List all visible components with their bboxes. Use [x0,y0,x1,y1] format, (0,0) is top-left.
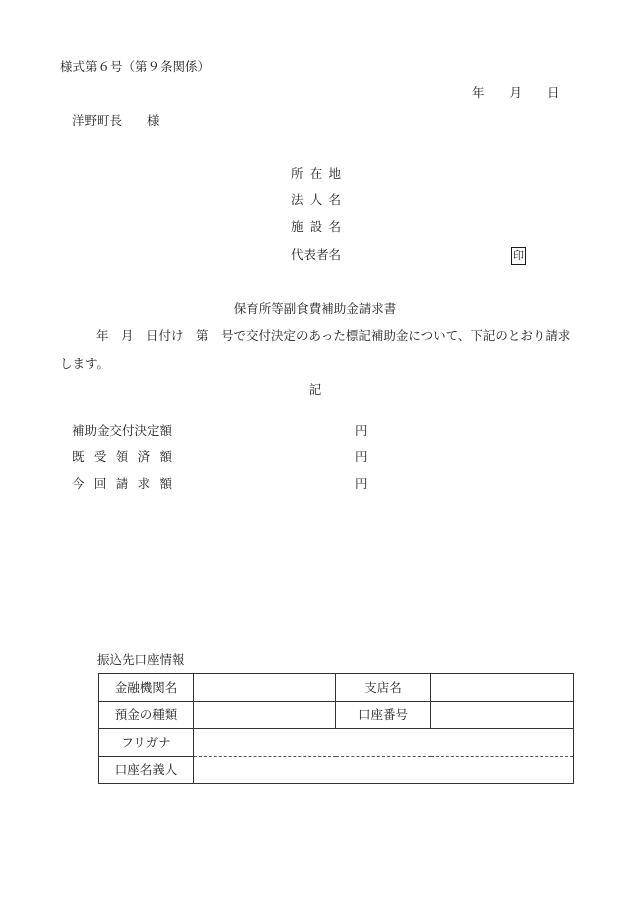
furigana-value [194,729,574,757]
account-holder-value [194,757,574,784]
table-row [99,729,574,757]
note-mark: 記 [308,382,322,397]
furigana-label: フリガナ [99,729,194,757]
decided-amount-unit: 円 [355,423,368,438]
corporation-name-label: 法 人 名 [291,192,341,207]
institution-name-label: 金融機関名 [99,674,194,702]
decided-amount-label: 補助金交付決定額 [72,423,173,438]
address-label: 所 在 地 [291,166,341,181]
body-text-line-1: 年 月 日付け 第 号で交付決定のあった標記補助金について、下記のとおり請求 [96,328,571,343]
addressee: 洋野町長 様 [72,113,160,128]
account-type-value [194,702,336,729]
received-amount-unit: 円 [355,449,368,464]
bank-info-heading: 振込先口座情報 [97,652,185,667]
table-row [99,702,574,729]
table-row [99,674,574,702]
date-line: 年 月 日 [472,85,560,100]
document-title: 保育所等副食費補助金請求書 [233,301,397,316]
representative-label: 代表者名 [291,247,342,262]
facility-name-label: 施 設 名 [291,219,341,234]
request-amount-label: 今 回 請 求 額 [72,476,172,491]
received-amount-label: 既 受 領 済 額 [72,449,172,464]
table-row [99,757,574,784]
request-amount-unit: 円 [355,476,368,491]
branch-name-value [431,674,574,702]
account-number-label: 口座番号 [336,702,431,729]
branch-name-label: 支店名 [336,674,431,702]
bank-account-table [98,673,574,784]
body-text-line-2: します。 [60,356,110,371]
form-number: 様式第６号（第９条関係） [60,59,211,74]
account-number-value [431,702,574,729]
institution-name-value [194,674,336,702]
account-type-label: 預金の種類 [99,702,194,729]
seal-mark: 印 [511,247,526,265]
account-holder-label: 口座名義人 [99,757,194,784]
